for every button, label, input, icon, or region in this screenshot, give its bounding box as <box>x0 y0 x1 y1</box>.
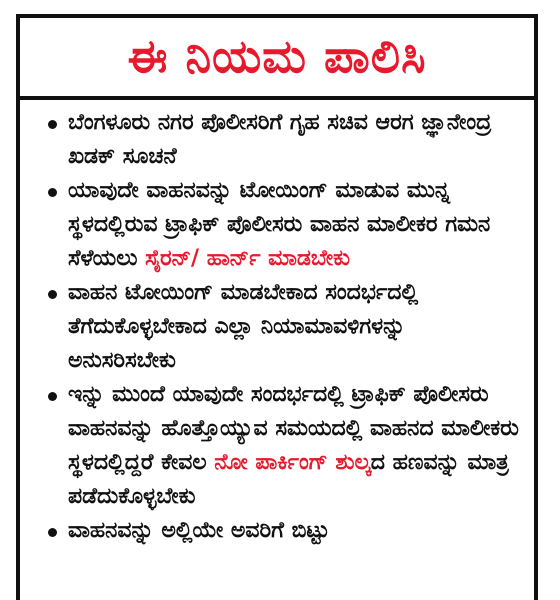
rules-list <box>20 106 534 548</box>
list-item <box>48 106 520 174</box>
point-text: ಇನ್ನು ಮುಂದೆ ಯಾವುದೇ ಸಂದರ್ಭದಲ್ಲಿ ಟ್ರಾಫಿಕ್ ಪೊಲೀಸರು ವಾಹನವನ್ನು ಹೊತ್ತೊಯ್ಯುವ ಸಮಯದಲ್ಲಿ ವಾಹನದ ಮಾಲೀಕರು ಸ್ಥಳದಲ್ಲಿದ್ದರೆ ಕೇವಲ <box>68 382 519 475</box>
point-text: ವಾಹನ ಟೋಯಿಂಗ್ ಮಾಡಬೇಕಾದ ಸಂದರ್ಭದಲ್ಲಿ ತೆಗೆದುಕೊಳ್ಳಬೇಕಾದ ಎಲ್ಲಾ ನಿಯಾಮಾವಳಿಗಳನ್ನು ಅನುಸರಿಸಬೇಕು <box>68 280 419 373</box>
list-item <box>48 174 520 276</box>
point-text-after: ದ ಹಣವನ್ನು ಮಾತ್ರ ಪಡೆದುಕೊಳ್ಳಬೇಕು <box>68 450 509 509</box>
bullet-dot-icon <box>48 290 57 299</box>
point-text: ಬೆಂಗಳೂರು ನಗರ ಪೊಲೀಸರಿಗೆ ಗೃಹ ಸಚಿವ ಆರಗ ಜ್ಞಾನೇಂದ್ರ ಖಡಕ್ ಸೂಚನೆ <box>68 110 492 169</box>
title-divider <box>20 96 534 100</box>
point-text: ಯಾವುದೇ ವಾಹನವನ್ನು ಟೋಯಿಂಗ್ ಮಾಡುವ ಮುನ್ನ ಸ್ಥಳದಲ್ಲಿರುವ ಟ್ರಾಫಿಕ್ ಪೊಲೀಸರು ವಾಹನ ಮಾಲೀಕರ ಗಮನ ಸೆಳೆಯಲು <box>68 178 491 271</box>
poster-title: ಈ ನಿಯಮ ಪಾಲಿಸಿ <box>127 29 427 83</box>
bullet-dot-icon <box>48 392 57 401</box>
point-highlight: ಸೈರನ್/ ಹಾರ್ನ್ ಮಾಡಬೇಕು <box>145 246 350 271</box>
bullet-dot-icon <box>48 120 57 129</box>
point-highlight: ನೋ ಪಾರ್ಕಿಂಗ್ ಶುಲ್ಕ <box>214 450 371 475</box>
bullet-dot-icon <box>48 528 57 537</box>
poster-frame <box>16 14 538 600</box>
list-item <box>48 378 520 514</box>
bullet-dot-icon <box>48 188 57 197</box>
point-text: ವಾಹನವನ್ನು ಅಲ್ಲಿಯೇ ಅವರಿಗೆ ಬಿಟ್ಟು <box>68 518 330 543</box>
list-item <box>48 514 520 548</box>
list-item <box>48 276 520 378</box>
